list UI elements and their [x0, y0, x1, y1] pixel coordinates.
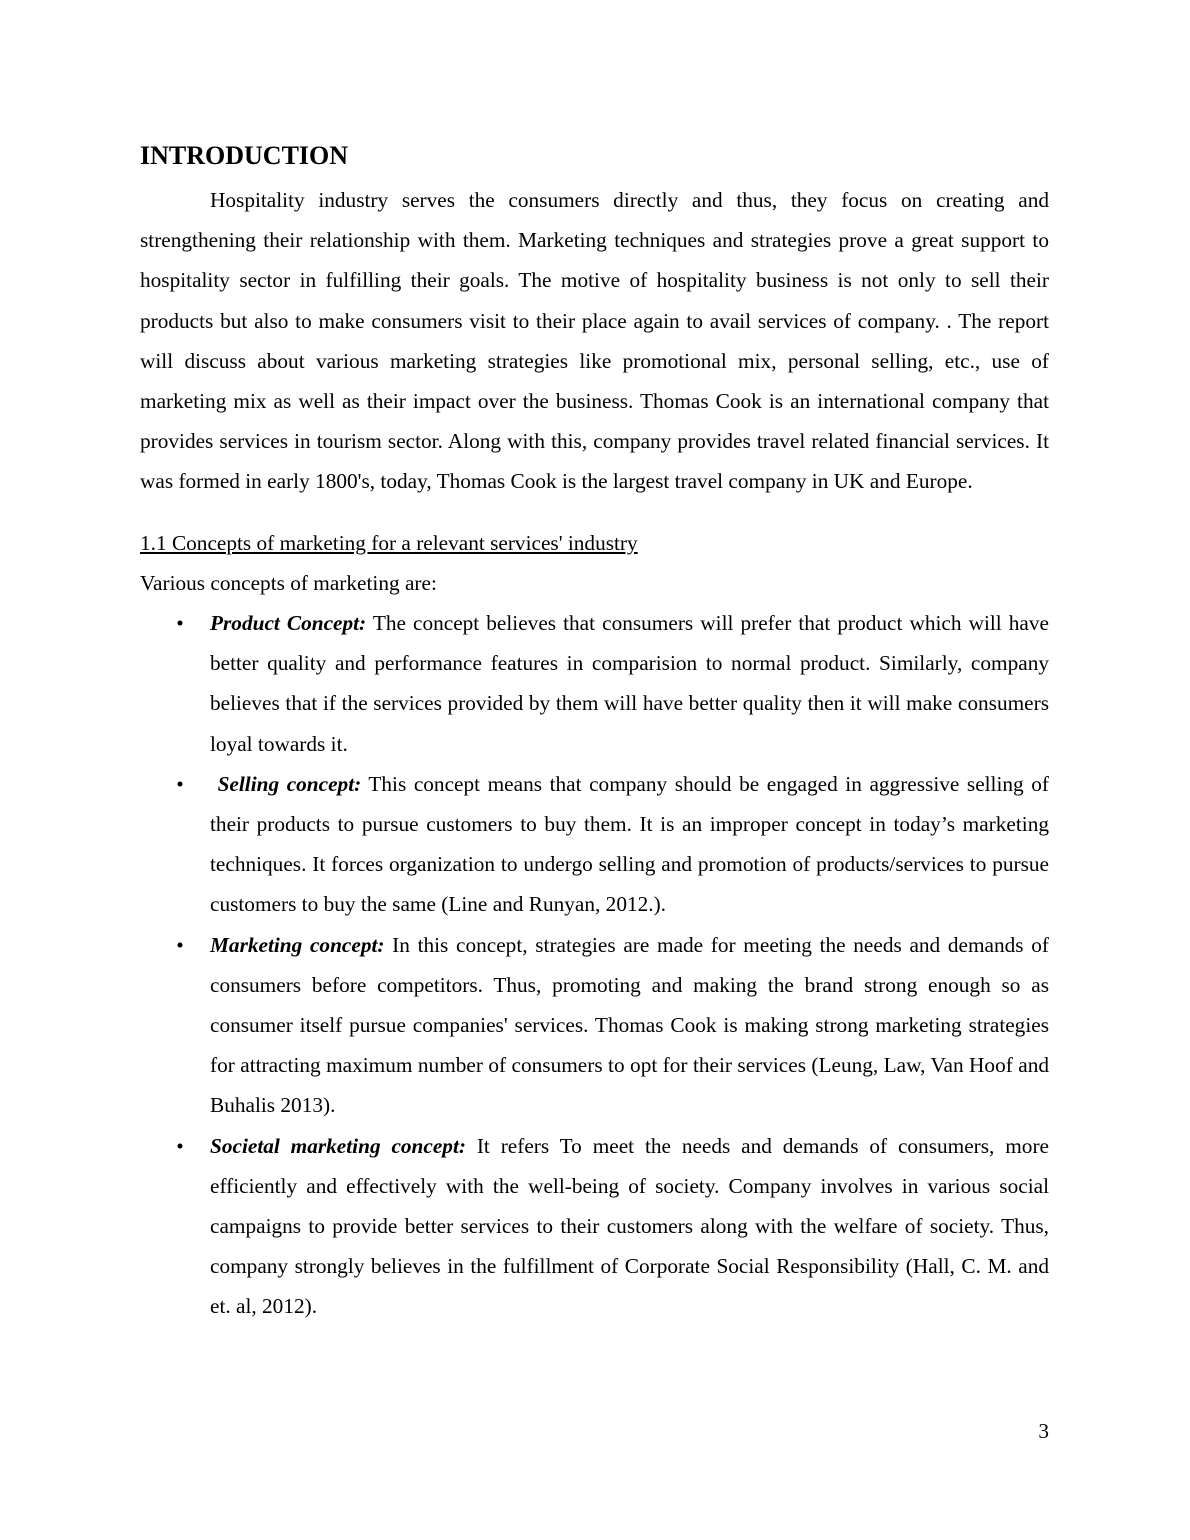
list-item: [140, 603, 1049, 764]
concept-term: Product Concept:: [210, 611, 367, 636]
concept-term: Marketing concept:: [210, 932, 385, 957]
bullet-icon: •: [176, 771, 184, 796]
list-item: [140, 1126, 1049, 1327]
intro-paragraph: Hospitality industry serves the consumers directly and thus, they focus on creating and strengthening their relationship with them. Marketing techniques and strategies prove a great support to hospitality sector in fulfilling their goals. The motive of hospitality business is not only to sell their products but also to make consumers visit to their place again to avail services of company. . The report will discuss about various marketing strategies like promotional mix, personal selling, etc., use of marketing mix as well as their impact over the business. Thomas Cook is an international company that provides services in tourism sector. Along with this, company provides travel related financial services. It was formed in early 1800's, today, Thomas Cook is the largest travel company in UK and Europe.: [140, 188, 1049, 494]
page-content: [140, 138, 1049, 1327]
bullet-icon: •: [176, 611, 184, 636]
section-intro: Various concepts of marketing are:: [140, 570, 437, 595]
concept-term: Selling concept:: [217, 771, 362, 796]
list-item: [140, 925, 1049, 1126]
concept-description: It refers To meet the needs and demands of consumers, more efficiently and effectively with the well-being of society. Company involves in various social campaigns to provide better services to their customers along with the welfare of society. Thus, company strongly believes in the fulfillment of Corporate Social Responsibility (Hall, C. M. and et. al, 2012).: [210, 1133, 1049, 1319]
section-heading: 1.1 Concepts of marketing for a relevant services' industry: [140, 530, 638, 555]
concept-description: This concept means that company should be engaged in aggressive selling of their products to pursue customers to buy them. It is an improper concept in today’s marketing techniques. It forces organization to undergo selling and promotion of products/services to pursue customers to buy the same (Line and Runyan, 2012.).: [210, 771, 1050, 917]
concept-description: In this concept, strategies are made for meeting the needs and demands of consumers before competitors. Thus, promoting and making the brand strong enough so as consumer itself pursue companies' services. Thomas Cook is making strong marketing strategies for attracting maximum number of consumers to opt for their services (Leung, Law, Van Hoof and Buhalis 2013).: [210, 932, 1049, 1118]
concept-description: The concept believes that consumers will prefer that product which will have better quality and performance features in comparision to normal product. Similarly, company believes that if the services provided by them will have better quality then it will make consumers loyal towards it.: [210, 611, 1049, 756]
page-number: 3: [1038, 1419, 1049, 1443]
concept-list: [140, 603, 1049, 1327]
bullet-icon: •: [176, 1133, 184, 1158]
list-item: [140, 764, 1049, 925]
concept-term: Societal marketing concept:: [210, 1133, 466, 1158]
bullet-icon: •: [176, 932, 184, 957]
page-title: INTRODUCTION: [140, 141, 349, 170]
